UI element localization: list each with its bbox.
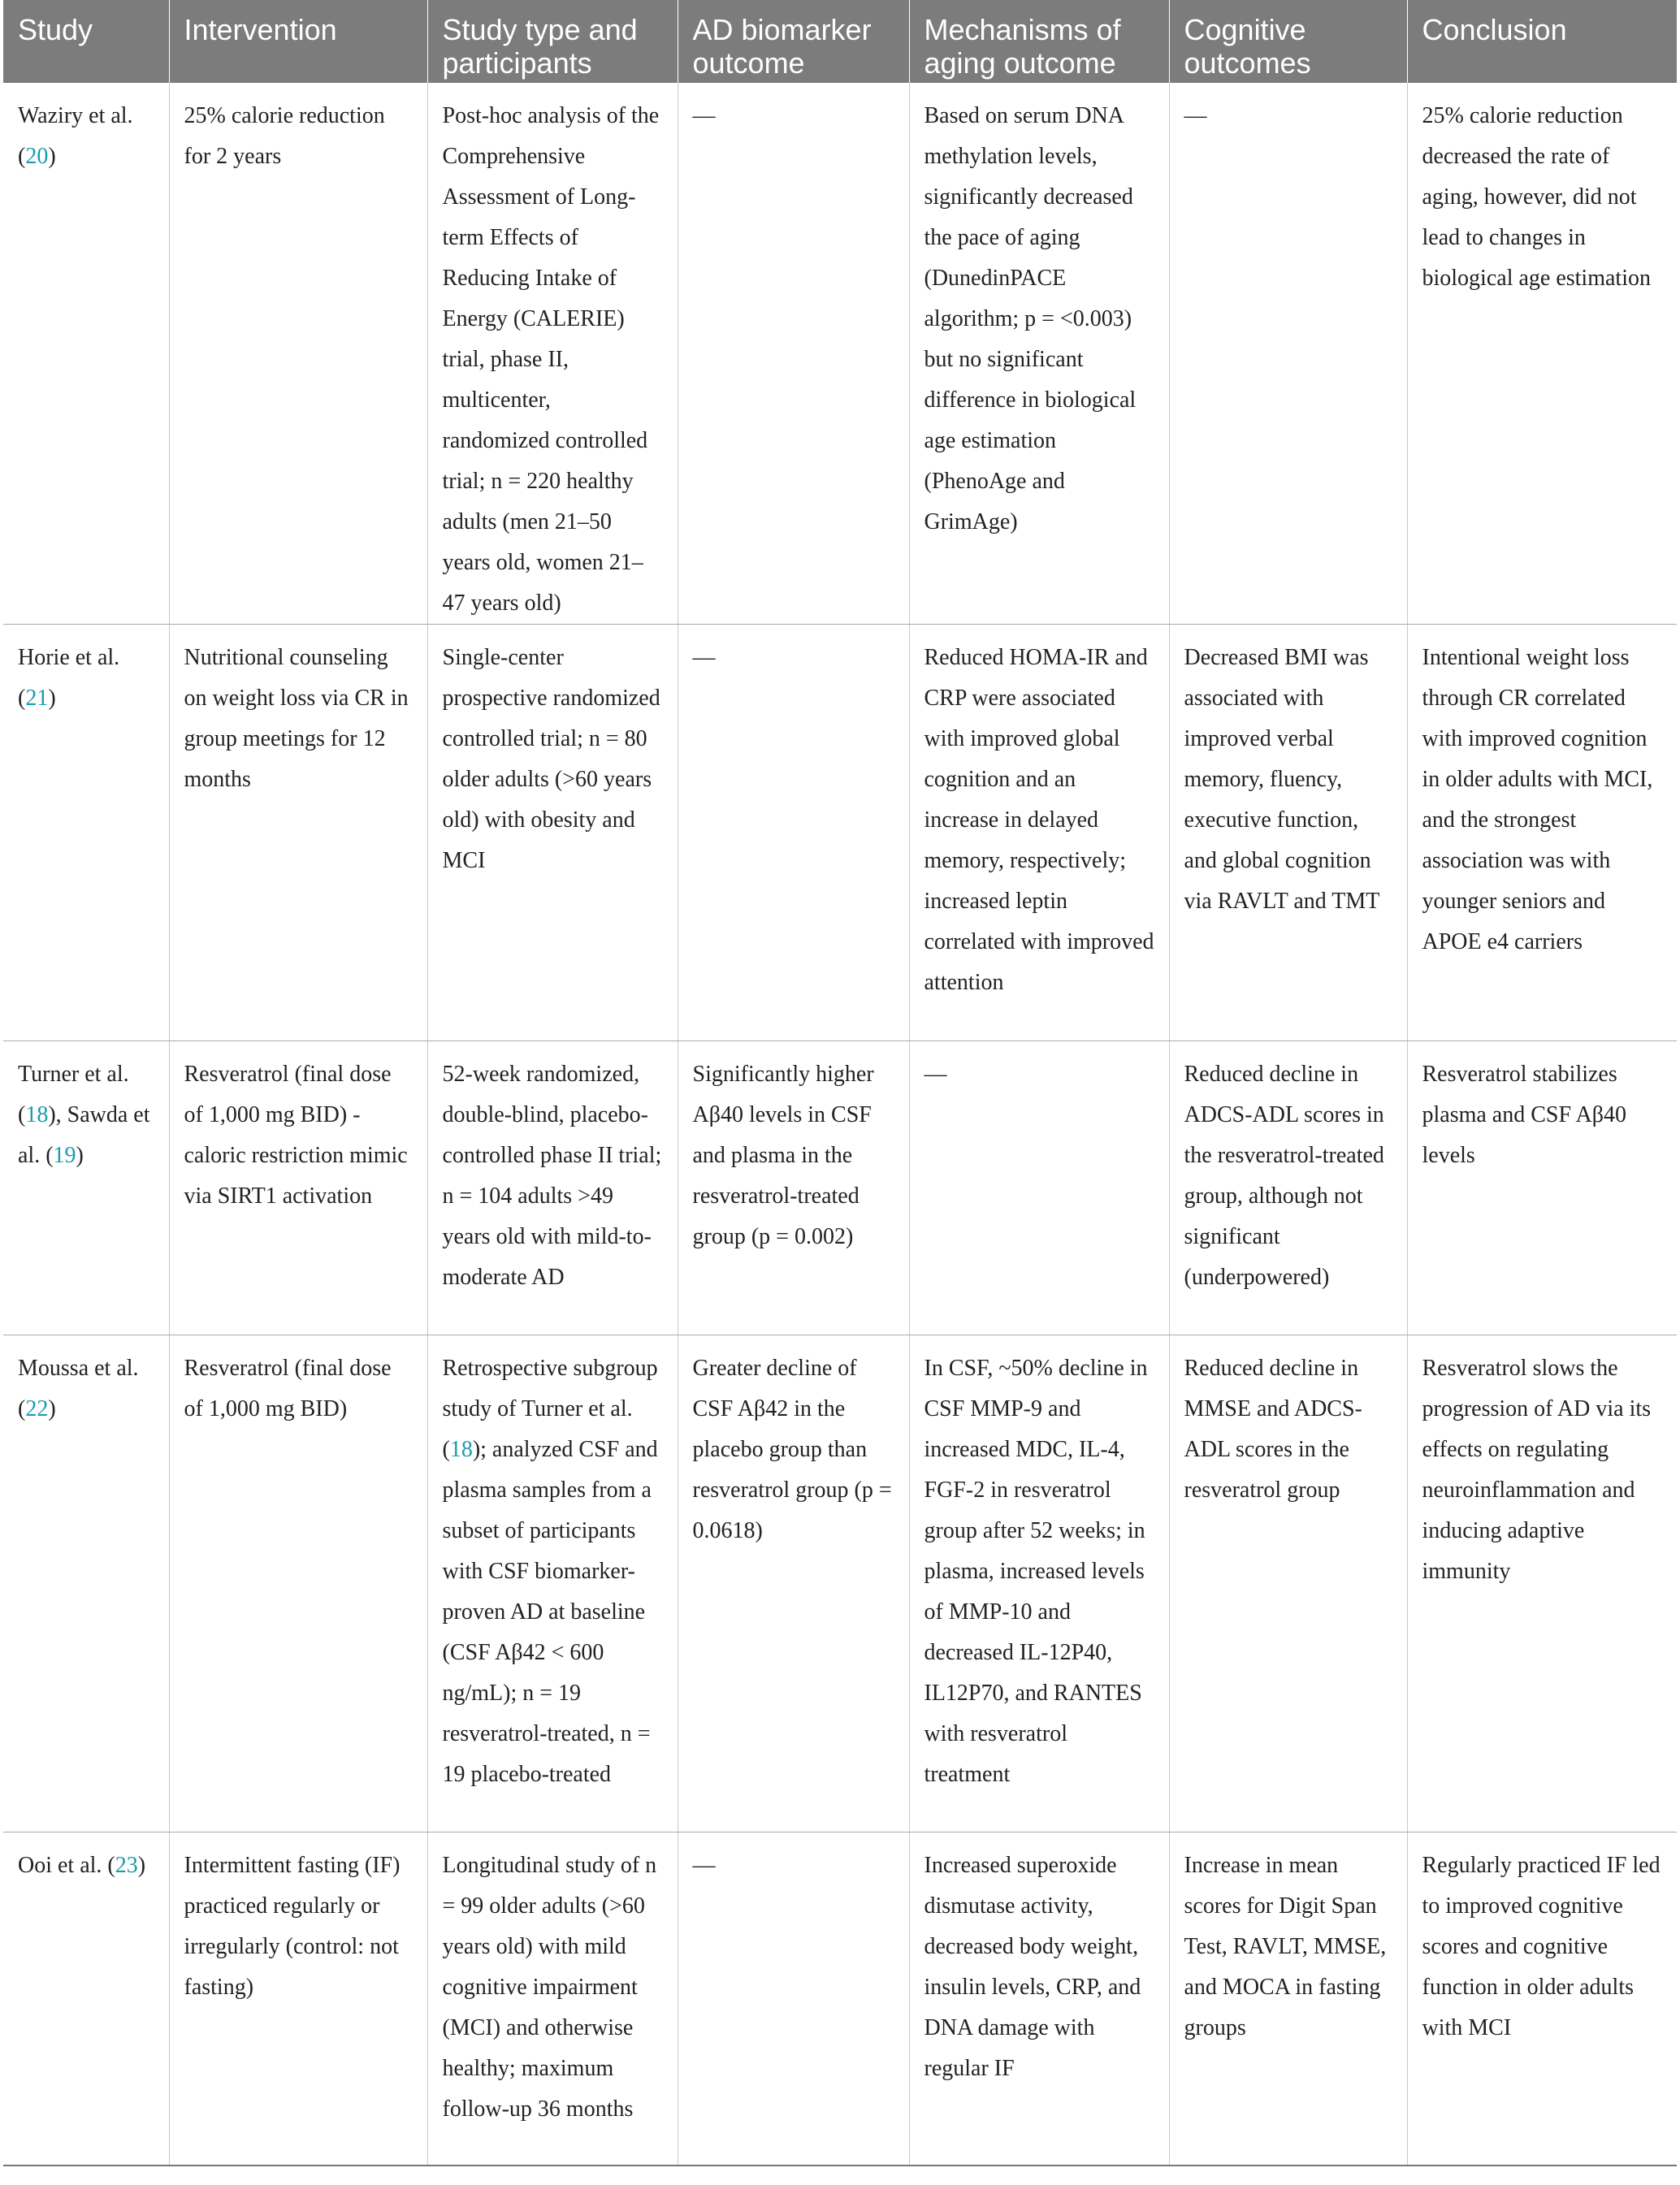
aging-cell: Based on serum DNA methylation levels, significantly decreased the pace of aging (DunedinPACE algorithm; p = <0.003) but no significant difference in biological age estimation (PhenoAge and GrimAge) (909, 83, 1169, 625)
table-row (3, 1041, 1677, 1335)
header-conclusion: Conclusion (1407, 0, 1677, 83)
table-row (3, 625, 1677, 1041)
header-ad-biomarker: AD biomarker outcome (678, 0, 909, 83)
study-type-cell: 52-week randomized, double-blind, placebo-controlled phase II trial; n = 104 adults >49 years old with mild-to-moderate AD (427, 1041, 678, 1335)
header-aging-mechanisms: Mechanisms of aging outcome (909, 0, 1169, 83)
conclusion-cell: 25% calorie reduction decreased the rate of aging, however, did not lead to changes in biological age estimation (1407, 83, 1677, 625)
cognitive-cell: Reduced decline in MMSE and ADCS-ADL scores in the resveratrol group (1169, 1335, 1407, 1832)
cognitive-cell: Decreased BMI was associated with improved verbal memory, fluency, executive function, and global cognition via RAVLT and TMT (1169, 625, 1407, 1041)
table-body (3, 83, 1677, 2166)
citation-link[interactable]: 21 (25, 686, 49, 711)
biomarker-cell: Significantly higher Aβ40 levels in CSF and plasma in the resveratrol-treated group (p = 0.002) (678, 1041, 909, 1335)
citation-link[interactable]: 23 (115, 1853, 138, 1878)
intervention-cell: Intermittent fasting (IF) practiced regularly or irregularly (control: not fasting) (169, 1832, 427, 2166)
study-type-cell (427, 1335, 678, 1832)
conclusion-cell: Resveratrol slows the progression of AD via its effects on regulating neuroinflammation and inducing adaptive immunity (1407, 1335, 1677, 1832)
citation-link[interactable]: 18 (449, 1437, 473, 1462)
study-type-text: ); analyzed CSF and plasma samples from a subset of participants with CSF biomarker-proven AD at baseline (CSF Aβ42 < 600 ng/mL); n = 19 resveratrol-treated, n = 19 placebo-treated (442, 1437, 658, 1787)
citation-link[interactable]: 19 (53, 1143, 76, 1168)
intervention-cell: Nutritional counseling on weight loss via CR in group meetings for 12 months (169, 625, 427, 1041)
biomarker-cell: — (678, 625, 909, 1041)
study-cell: Waziry et al. (20) (3, 83, 169, 625)
citation-link[interactable]: 22 (25, 1396, 49, 1421)
table-header (3, 0, 1677, 83)
citation-link[interactable]: 18 (25, 1102, 49, 1127)
header-cognitive: Cognitive outcomes (1169, 0, 1407, 83)
cognitive-cell: Increase in mean scores for Digit Span Test, RAVLT, MMSE, and MOCA in fasting groups (1169, 1832, 1407, 2166)
header-study-type: Study type and participants (427, 0, 678, 83)
studies-table (3, 0, 1677, 2166)
header-intervention: Intervention (169, 0, 427, 83)
study-cell: Turner et al. (18), Sawda et al. (19) (3, 1041, 169, 1335)
study-type-text: Retrospective subgroup study of Turner et al. ( (442, 1356, 658, 1462)
aging-cell: — (909, 1041, 1169, 1335)
intervention-cell: 25% calorie reduction for 2 years (169, 83, 427, 625)
conclusion-cell: Intentional weight loss through CR correlated with improved cognition in older adults with MCI, and the strongest association was with younger seniors and APOE e4 carriers (1407, 625, 1677, 1041)
conclusion-cell: Regularly practiced IF led to improved cognitive scores and cognitive function in older adults with MCI (1407, 1832, 1677, 2166)
aging-cell: In CSF, ~50% decline in CSF MMP-9 and increased MDC, IL-4, FGF-2 in resveratrol group after 52 weeks; in plasma, increased levels of MMP-10 and decreased IL-12P40, IL12P70, and RANTES with resveratrol treatment (909, 1335, 1169, 1832)
study-author: Horie et al. (18, 645, 120, 670)
intervention-cell: Resveratrol (final dose of 1,000 mg BID) - caloric restriction mimic via SIRT1 activation (169, 1041, 427, 1335)
aging-cell: Increased superoxide dismutase activity, decreased body weight, insulin levels, CRP, and DNA damage with regular IF (909, 1832, 1169, 2166)
citation-link[interactable]: 20 (25, 144, 49, 169)
table-row (3, 83, 1677, 625)
header-row (3, 0, 1677, 83)
biomarker-cell: — (678, 83, 909, 625)
conclusion-cell: Resveratrol stabilizes plasma and CSF Aβ40 levels (1407, 1041, 1677, 1335)
study-author: Ooi et al. (18, 1853, 102, 1878)
table-row (3, 1832, 1677, 2166)
study-type-cell: Post-hoc analysis of the Comprehensive Assessment of Long-term Effects of Reducing Intake of Energy (CALERIE) trial, phase II, multicenter, randomized controlled trial; n = 220 healthy adults (men 21–50 years old, women 21–47 years old) (427, 83, 678, 625)
study-author: Moussa et al. (18, 1356, 139, 1381)
cognitive-cell: Reduced decline in ADCS-ADL scores in the resveratrol-treated group, although not significant (underpowered) (1169, 1041, 1407, 1335)
header-study: Study (3, 0, 169, 83)
biomarker-cell: — (678, 1832, 909, 2166)
intervention-cell: Resveratrol (final dose of 1,000 mg BID) (169, 1335, 427, 1832)
study-author-extra: Sawda et al. (18, 1102, 150, 1168)
study-author: Turner et al. (18, 1062, 129, 1087)
aging-cell: Reduced HOMA-IR and CRP were associated with improved global cognition and an increase in delayed memory, respectively; increased leptin correlated with improved attention (909, 625, 1169, 1041)
study-author: Waziry et al. (18, 103, 133, 128)
study-cell: Horie et al. (21) (3, 625, 169, 1041)
table-row (3, 1335, 1677, 1832)
biomarker-cell: Greater decline of CSF Aβ42 in the placebo group than resveratrol group (p = 0.0618) (678, 1335, 909, 1832)
study-cell: Moussa et al. (22) (3, 1335, 169, 1832)
study-type-cell: Single-center prospective randomized controlled trial; n = 80 older adults (>60 years old) with obesity and MCI (427, 625, 678, 1041)
study-cell: Ooi et al. (23) (3, 1832, 169, 2166)
study-type-cell: Longitudinal study of n = 99 older adults (>60 years old) with mild cognitive impairment (MCI) and otherwise healthy; maximum follow-up 36 months (427, 1832, 678, 2166)
cognitive-cell: — (1169, 83, 1407, 625)
